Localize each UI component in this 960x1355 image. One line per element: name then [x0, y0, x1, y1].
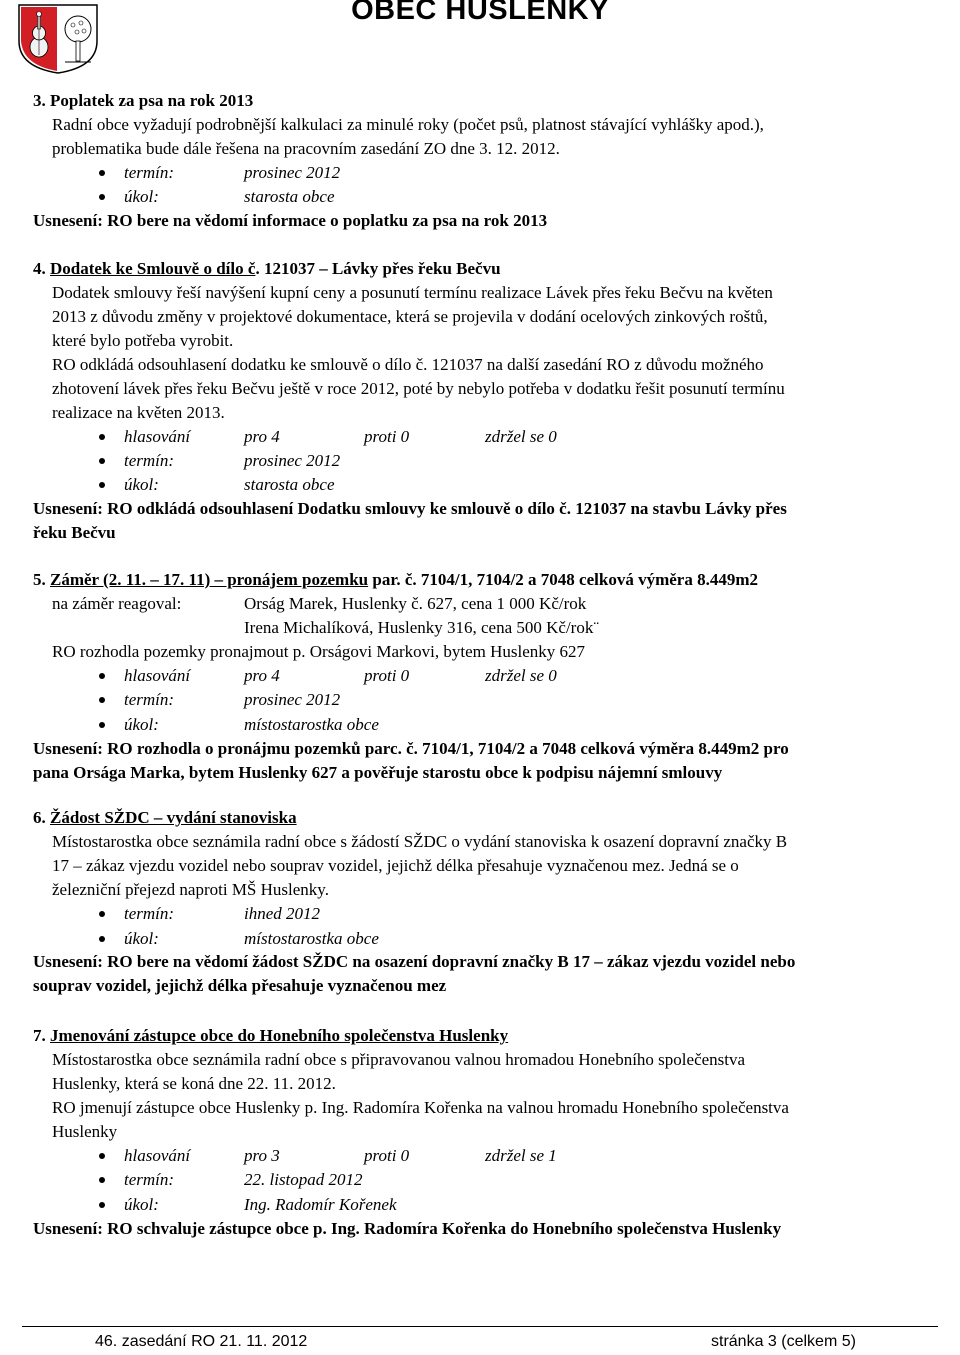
section-4-text-line: 2013 z důvodu změny v projektové dokumentace, která se projevila v dodání ocelových zinkových roštů, [52, 307, 768, 326]
bullet [99, 1202, 105, 1208]
vote-abstain: zdržel se 1 [485, 1146, 557, 1165]
bullet-label: úkol: [124, 187, 159, 206]
vote-against: proti 0 [364, 666, 410, 685]
resolution: Usnesení: RO bere na vědomí informace o poplatku za psa na rok 2013 [33, 211, 548, 230]
section-4-text-line: Dodatek smlouvy řeší navýšení kupní ceny a posunutí termínu realizace Lávek přes řeku Bečvu na květen [52, 283, 773, 302]
section-6-text-line: 17 – zákaz vjezdu vozidel nebo souprav vozidel, jejichž délka přesahuje vyznačenou mez. Jedná se o [52, 856, 739, 875]
section-number: 6. [33, 808, 46, 827]
bullet-value: Ing. Radomír Kořenek [244, 1195, 397, 1214]
vote-for: pro 3 [244, 1146, 280, 1165]
resolution: Usnesení: RO odkládá odsouhlasení Dodatku smlouvy ke smlouvě o dílo č. 121037 na stavbu Lávky přes [33, 499, 787, 518]
bullet-label: úkol: [124, 715, 159, 734]
section-7-text-line: RO jmenují zástupce obce Huslenky p. Ing. Radomíra Kořenka na valnou hromadu Honebního společenstva [52, 1098, 789, 1117]
bullet [99, 911, 105, 917]
vote-for: pro 4 [244, 666, 280, 685]
section-title-rest: par. č. 7104/1, 7104/2 a 7048 celková výměra 8.449m2 [368, 570, 758, 589]
bullet-value: místostarostka obce [244, 929, 379, 948]
vote-for: pro 4 [244, 427, 280, 446]
section-4-text-line: které bylo potřeba vyrobit. [52, 331, 234, 350]
vote-label: hlasování [124, 666, 191, 685]
bullet [99, 722, 105, 728]
bullet-label: termín: [124, 451, 175, 470]
vote-abstain: zdržel se 0 [485, 666, 557, 685]
bullet [99, 697, 105, 703]
section-6-text-line: železniční přejezd naproti MŠ Huslenky. [52, 880, 329, 899]
resolution: Usnesení: RO rozhodla o pronájmu pozemků parc. č. 7104/1, 7104/2 a 7048 celková výměra 8.449m2 pro [33, 739, 789, 758]
bullet-label: termín: [124, 1170, 175, 1189]
section-7-text-line: Huslenky [52, 1122, 118, 1141]
bullet-label: termín: [124, 690, 175, 709]
bullet [99, 936, 105, 942]
bullet-value: prosinec 2012 [244, 451, 341, 470]
section-title: Dodatek ke Smlouvě o dílo č [50, 259, 256, 278]
section-4-heading [33, 259, 501, 279]
section-title-rest: . 121037 – Lávky přes řeku Bečvu [255, 259, 501, 278]
page-title: OBEC HUSLENKY [351, 0, 609, 26]
bullet-value: prosinec 2012 [244, 163, 341, 182]
bullet [99, 673, 105, 679]
bullet-value: starosta obce [244, 475, 335, 494]
footer-meeting: 46. zasedání RO 21. 11. 2012 [95, 1333, 308, 1350]
resolution: Usnesení: RO bere na vědomí žádost SŽDC na osazení dopravní značky B 17 – zákaz vjezdu vozidel nebo [33, 952, 796, 971]
bullet-value: místostarostka obce [244, 715, 379, 734]
vote-abstain: zdržel se 0 [485, 427, 557, 446]
respondents-label: na záměr reagoval: [52, 594, 182, 613]
bullet-value: starosta obce [244, 187, 335, 206]
section-title: Jmenování zástupce obce do Honebního společenstva Huslenky [50, 1026, 509, 1045]
section-title: Žádost SŽDC – vydání stanoviska [50, 808, 297, 827]
section-3-heading: 3. Poplatek za psa na rok 2013 [33, 91, 254, 110]
bullet-label: úkol: [124, 929, 159, 948]
bullet [99, 1153, 105, 1159]
bullet-value: ihned 2012 [244, 904, 321, 923]
bullet [99, 482, 105, 488]
section-number: 5. [33, 570, 46, 589]
section-number: 7. [33, 1026, 46, 1045]
bullet-label: úkol: [124, 1195, 159, 1214]
section-6-text-line: Místostarostka obce seznámila radní obce s žádostí SŽDC o vydání stanoviska k osazení dopravní značky B [52, 832, 788, 851]
section-3-text-line: Radní obce vyžadují podrobnější kalkulaci za minulé roky (počet psů, platnost stávající vyhlášky apod.), [52, 115, 764, 134]
section-7-text-line: Huslenky, která se koná dne 22. 11. 2012. [52, 1074, 336, 1093]
vote-label: hlasování [124, 427, 191, 446]
bullet [99, 194, 105, 200]
vote-against: proti 0 [364, 1146, 410, 1165]
respondent: Irena Michalíková, Huslenky 316, cena 500 Kč/rok¨ [244, 618, 599, 637]
section-4-text-line: zhotovení lávek přes řeku Bečvu ještě v roce 2012, poté by nebylo potřeba v dodatku řešit posunutí termínu [52, 379, 785, 398]
resolution: pana Orsága Marka, bytem Huslenky 627 a pověřuje starostu obce k podpisu nájemní smlouvy [33, 763, 723, 782]
footer-page-number: stránka 3 (celkem 5) [711, 1333, 856, 1350]
bullet-label: termín: [124, 904, 175, 923]
bullet [99, 170, 105, 176]
resolution: souprav vozidel, jejichž délka přesahuje vyznačenou mez [33, 976, 447, 995]
bullet-value: prosinec 2012 [244, 690, 341, 709]
section-title: Záměr (2. 11. – 17. 11) – pronájem pozemku [50, 570, 369, 589]
section-5-text-line: RO rozhodla pozemky pronajmout p. Orságovi Markovi, bytem Huslenky 627 [52, 642, 586, 661]
bullet-value: 22. listopad 2012 [244, 1170, 363, 1189]
resolution: řeku Bečvu [33, 523, 116, 542]
bullet [99, 1177, 105, 1183]
section-5-heading [33, 570, 758, 590]
section-7-heading [33, 1026, 508, 1046]
bullet [99, 458, 105, 464]
section-3-text-line: problematika bude dále řešena na pracovním zasedání ZO dne 3. 12. 2012. [52, 139, 560, 158]
section-4-text-line: RO odkládá odsouhlasení dodatku ke smlouvě o dílo č. 121037 na další zasedání RO z důvodu možného [52, 355, 764, 374]
section-4-text-line: realizace na květen 2013. [52, 403, 225, 422]
resolution: Usnesení: RO schvaluje zástupce obce p. Ing. Radomíra Kořenka do Honebního společenstva Huslenky [33, 1219, 782, 1238]
respondent: Orság Marek, Huslenky č. 627, cena 1 000 Kč/rok [244, 594, 587, 613]
section-number: 4. [33, 259, 46, 278]
bullet-label: termín: [124, 163, 175, 182]
bullet-label: úkol: [124, 475, 159, 494]
vote-against: proti 0 [364, 427, 410, 446]
footer-divider [22, 1326, 938, 1327]
section-7-text-line: Místostarostka obce seznámila radní obce s připravovanou valnou hromadou Honebního společenstva [52, 1050, 746, 1069]
section-6-heading [33, 808, 297, 828]
bullet [99, 434, 105, 440]
vote-label: hlasování [124, 1146, 191, 1165]
